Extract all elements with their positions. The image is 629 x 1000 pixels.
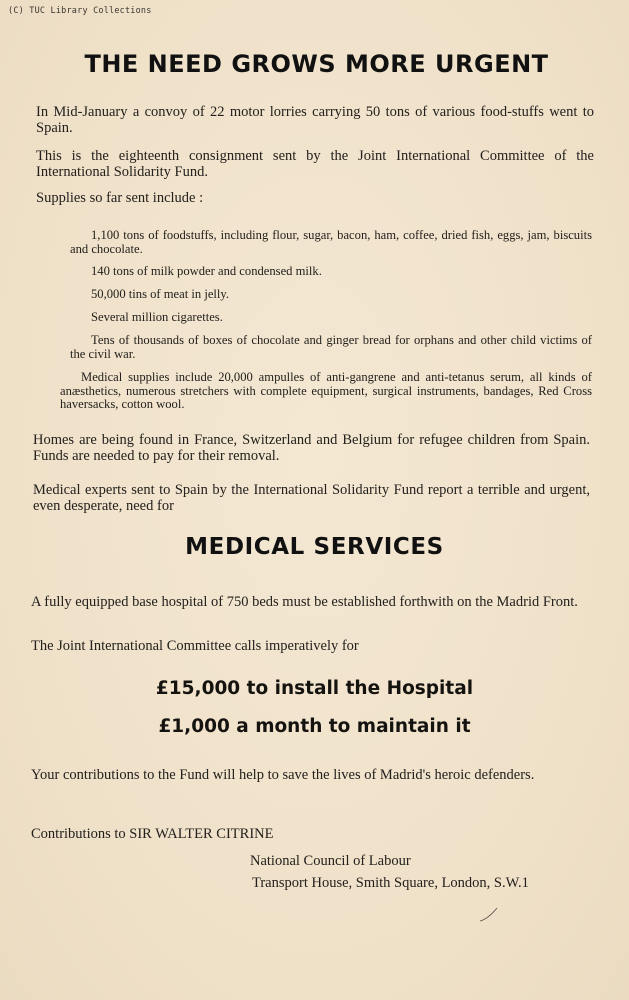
intro-paragraph-1: In Mid-January a convoy of 22 motor lorries carrying 50 tons of various food-stuffs went to Spain. — [36, 104, 594, 136]
address-line-1: National Council of Labour — [250, 853, 411, 869]
hospital-paragraph: A fully equipped base hospital of 750 beds must be established forthwith on the Madrid Front. — [31, 594, 578, 610]
committee-paragraph: The Joint International Committee calls imperatively for — [31, 638, 359, 654]
pen-mark-icon — [478, 905, 500, 925]
supply-item: 1,100 tons of foodstuffs, including flour, sugar, bacon, ham, coffee, dried fish, eggs, jam, biscuits and chocolate. — [70, 228, 592, 256]
intro-paragraph-2: This is the eighteenth consignment sent by the Joint International Committee of the International Solidarity Fund. — [36, 148, 594, 180]
medical-services-heading: MEDICAL SERVICES — [185, 534, 444, 560]
headline: THE NEED GROWS MORE URGENT — [84, 50, 549, 78]
address-line-2: Transport House, Smith Square, London, S.W.1 — [252, 875, 529, 891]
copyright-watermark: (C) TUC Library Collections — [8, 6, 152, 16]
contributions-paragraph: Your contributions to the Fund will help to save the lives of Madrid's heroic defenders. — [31, 767, 535, 783]
intro-paragraph-3: Supplies so far sent include : — [36, 190, 204, 206]
homes-paragraph: Homes are being found in France, Switzerland and Belgium for refugee children from Spain. Funds are needed to pay for their removal. — [33, 432, 590, 464]
contributions-to: Contributions to SIR WALTER CITRINE — [31, 826, 274, 842]
supply-item: Several million cigarettes. — [91, 310, 223, 324]
supply-item: Tens of thousands of boxes of chocolate and ginger bread for orphans and other child victims of the civil war. — [70, 333, 592, 361]
medical-report-paragraph: Medical experts sent to Spain by the International Solidarity Fund report a terrible and urgent, even desperate, need for — [33, 482, 590, 514]
appeal-maintain: £1,000 a month to maintain it — [158, 716, 471, 737]
appeal-install: £15,000 to install the Hospital — [155, 678, 474, 699]
supply-item: Medical supplies include 20,000 ampulles of anti-gangrene and anti-tetanus serum, all kinds of anæsthetics, numerous stretchers with complete equipment, surgical instruments, bandages, Red Cross haversacks, cotton wool. — [60, 370, 592, 411]
supply-item: 140 tons of milk powder and condensed milk. — [91, 264, 322, 278]
supply-item: 50,000 tins of meat in jelly. — [91, 287, 230, 301]
